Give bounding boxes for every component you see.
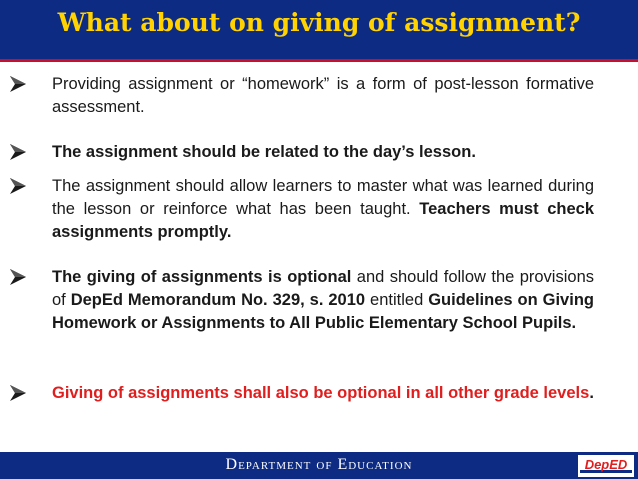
deped-logo — [578, 455, 634, 477]
bullet-segment: The giving of assignments is optional — [52, 268, 352, 286]
arrow-bullet-icon — [8, 142, 30, 164]
bullet-segment: entitled — [365, 291, 429, 309]
title-bar — [0, 0, 638, 62]
arrow-bullet-icon — [8, 74, 30, 96]
bullet-segment: DepEd Memorandum No. 329, s. 2010 — [70, 291, 366, 309]
slide-content — [0, 62, 638, 448]
bullet-segment: . — [589, 384, 594, 402]
bullet-segment: Providing assignment or “homework” is a form of post-lesson formative assessment. — [52, 75, 594, 116]
arrow-bullet-icon — [8, 176, 30, 198]
arrow-bullet-icon — [8, 267, 30, 289]
arrow-bullet-icon — [8, 383, 30, 405]
bullet-segment: Guidelines on Giving Homework or Assignments to All Public Elementary School Pupils. — [52, 291, 594, 332]
slide-title: What about on giving of assignment? — [57, 8, 581, 37]
bullet-text — [52, 266, 594, 335]
bullet-text — [52, 175, 594, 244]
bullet-text — [52, 382, 594, 405]
svg-text:DepED: DepED — [584, 457, 628, 472]
bullet-segment: Teachers must check assignments promptly. — [52, 200, 594, 241]
bullet-segment: and should follow the provisions of — [52, 268, 594, 309]
footer-text: Department of Education — [225, 456, 413, 473]
bullet-segment: Giving of assignments shall also be optional in all other grade levels — [52, 384, 590, 402]
bullet-text — [52, 141, 594, 164]
footer-bar — [0, 452, 638, 479]
bullet-segment: The assignment should be related to the day’s lesson. — [52, 143, 476, 161]
bullet-text — [52, 73, 594, 119]
bullet-segment: The assignment should allow learners to master what was learned during the lesson or reinforce what has been taught. — [52, 177, 594, 218]
